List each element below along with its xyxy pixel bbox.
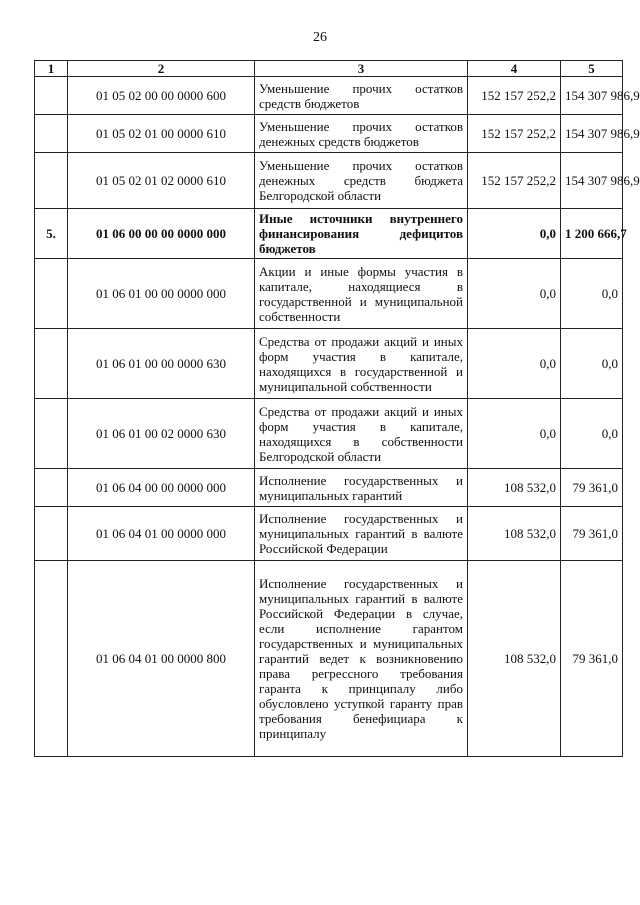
amount-col-5: 154 307 986,9 — [561, 77, 623, 115]
amount-col-4: 0,0 — [468, 209, 561, 259]
classification-code: 01 06 04 01 00 0000 000 — [68, 507, 255, 561]
table-row — [35, 259, 623, 329]
classification-code: 01 06 04 00 00 0000 000 — [68, 469, 255, 507]
source-description: Уменьшение прочих остатков средств бюджетов — [255, 77, 468, 115]
table-row — [35, 399, 623, 469]
source-description: Уменьшение прочих остатков денежных средств бюджетов — [255, 115, 468, 153]
amount-col-5: 79 361,0 — [561, 561, 623, 757]
classification-code: 01 05 02 00 00 0000 600 — [68, 77, 255, 115]
amount-col-5: 0,0 — [561, 329, 623, 399]
source-description: Иные источники внутреннего финансирования дефицитов бюджетов — [255, 209, 468, 259]
header-col-1: 1 — [35, 61, 68, 77]
classification-code: 01 06 04 01 00 0000 800 — [68, 561, 255, 757]
amount-col-4: 108 532,0 — [468, 561, 561, 757]
amount-col-4: 0,0 — [468, 329, 561, 399]
amount-col-5: 0,0 — [561, 259, 623, 329]
table-header-row — [35, 61, 623, 77]
amount-col-4: 0,0 — [468, 259, 561, 329]
amount-col-4: 152 157 252,2 — [468, 115, 561, 153]
row-number — [35, 259, 68, 329]
table-row — [35, 153, 623, 209]
source-description: Акции и иные формы участия в капитале, находящиеся в государственной и муниципальной собственности — [255, 259, 468, 329]
classification-code: 01 05 02 01 02 0000 610 — [68, 153, 255, 209]
source-description: Исполнение государственных и муниципальных гарантий — [255, 469, 468, 507]
row-number — [35, 153, 68, 209]
source-description: Уменьшение прочих остатков денежных средств бюджета Белгородской области — [255, 153, 468, 209]
classification-code: 01 06 01 00 02 0000 630 — [68, 399, 255, 469]
classification-code: 01 06 01 00 00 0000 000 — [68, 259, 255, 329]
source-description: Средства от продажи акций и иных форм участия в капитале, находящихся в собственности Белгородской области — [255, 399, 468, 469]
header-col-3: 3 — [255, 61, 468, 77]
amount-col-5: 0,0 — [561, 399, 623, 469]
table-row — [35, 77, 623, 115]
table-row — [35, 469, 623, 507]
header-col-4: 4 — [468, 61, 561, 77]
row-number — [35, 507, 68, 561]
classification-code: 01 05 02 01 00 0000 610 — [68, 115, 255, 153]
amount-col-4: 108 532,0 — [468, 469, 561, 507]
amount-col-5: 154 307 986,9 — [561, 153, 623, 209]
header-col-5: 5 — [561, 61, 623, 77]
row-number — [35, 329, 68, 399]
budget-sources-table — [34, 60, 640, 757]
table-row — [35, 329, 623, 399]
row-number — [35, 399, 68, 469]
amount-col-5: 79 361,0 — [561, 507, 623, 561]
row-number — [35, 469, 68, 507]
amount-col-5: 79 361,0 — [561, 469, 623, 507]
source-description: Исполнение государственных и муниципальных гарантий в валюте Российской Федерации — [255, 507, 468, 561]
amount-col-5: 154 307 986,9 — [561, 115, 623, 153]
table-row — [35, 507, 623, 561]
row-number — [35, 77, 68, 115]
row-number: 5. — [35, 209, 68, 259]
table-row — [35, 115, 623, 153]
classification-code: 01 06 01 00 00 0000 630 — [68, 329, 255, 399]
row-number — [35, 115, 68, 153]
amount-col-5: 1 200 666,7 — [561, 209, 623, 259]
amount-col-4: 108 532,0 — [468, 507, 561, 561]
header-col-2: 2 — [68, 61, 255, 77]
classification-code: 01 06 00 00 00 0000 000 — [68, 209, 255, 259]
table-row-section-5 — [35, 209, 623, 259]
page-number: 26 — [313, 30, 327, 45]
amount-col-4: 0,0 — [468, 399, 561, 469]
source-description: Исполнение государственных и муниципальных гарантий в валюте Российской Федерации в случае, если исполнение гарантом государственных и муниципальных гарантий ведет к возникновению права регрессного требования гаранта к принципалу либо обусловлено уступкой гаранту прав требования бенефициара к принципалу — [255, 561, 468, 757]
amount-col-4: 152 157 252,2 — [468, 153, 561, 209]
amount-col-4: 152 157 252,2 — [468, 77, 561, 115]
row-number — [35, 561, 68, 757]
source-description: Средства от продажи акций и иных форм участия в капитале, находящихся в государственной и муниципальной собственности — [255, 329, 468, 399]
table-row — [35, 561, 623, 757]
